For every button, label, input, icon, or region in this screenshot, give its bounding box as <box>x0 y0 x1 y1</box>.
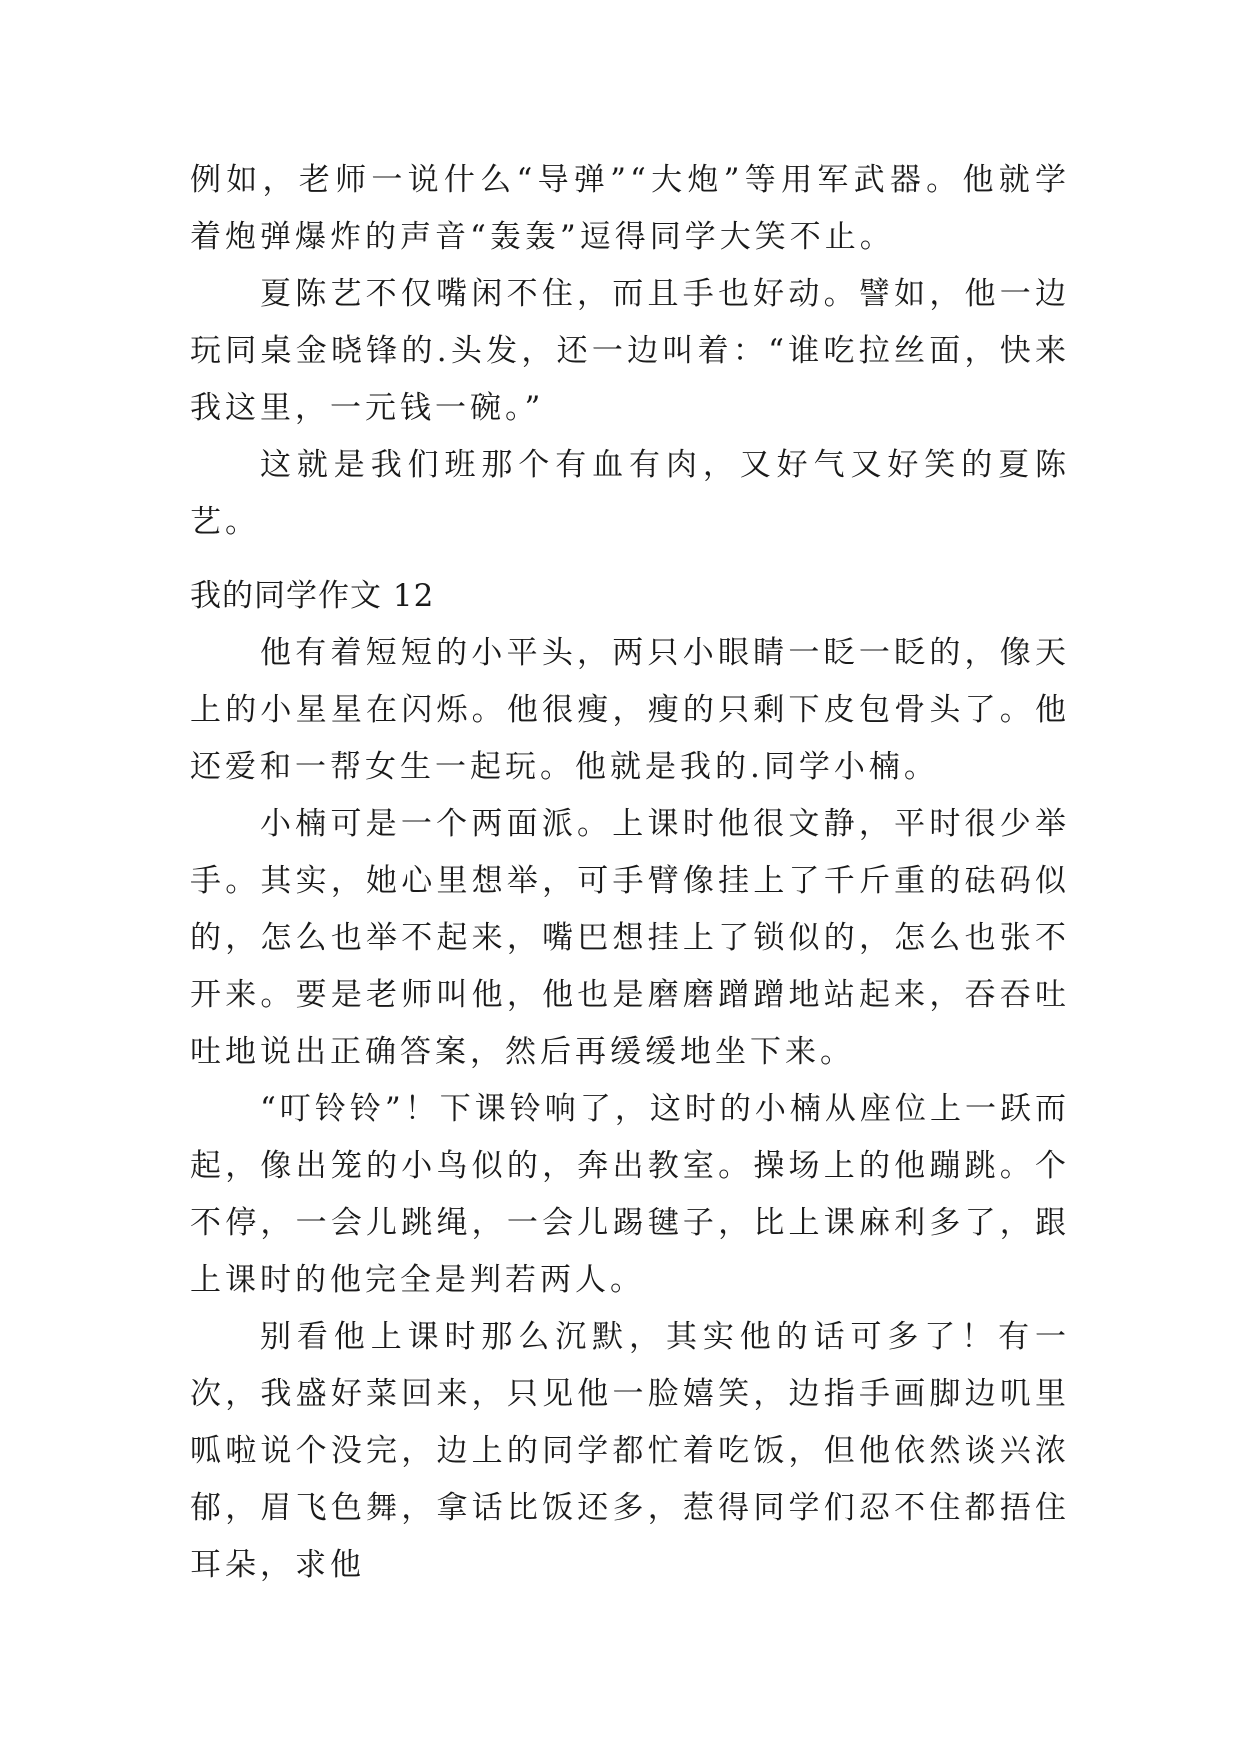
paragraph: 夏陈艺不仅嘴闲不住，而且手也好动。譬如，他一边玩同桌金晓锋的.头发，还一边叫着：“谁吃拉丝面，快来我这里，一元钱一碗。” <box>190 276 1070 426</box>
paragraph: 别看他上课时那么沉默，其实他的话可多了！有一次，我盛好菜回来，只见他一脸嬉笑，边指手画脚边叽里呱啦说个没完，边上的同学都忙着吃饭，但他依然谈兴浓郁，眉飞色舞，拿话比饭还多，惹得同学们忍不住都捂住耳朵，求他 <box>190 1319 1070 1583</box>
paragraph: 这就是我们班那个有血有肉，又好气又好笑的夏陈艺。 <box>190 447 1070 540</box>
paragraph: “叮铃铃”！下课铃响了，这时的小楠从座位上一跃而起，像出笼的小鸟似的，奔出教室。操场上的他蹦跳。个不停，一会儿跳绳，一会儿踢毽子，比上课麻利多了，跟上课时的他完全是判若两人。 <box>190 1091 1070 1298</box>
essay-continuation <box>190 152 1070 551</box>
paragraph: 他有着短短的小平头，两只小眼睛一眨一眨的，像天上的小星星在闪烁。他很瘦，瘦的只剩下皮包骨头了。他还爱和一帮女生一起玩。他就是我的.同学小楠。 <box>190 635 1070 785</box>
essay-12 <box>190 568 1070 1594</box>
paragraph: 例如，老师一说什么“导弹”“大炮”等用军武器。他就学着炮弹爆炸的声音“轰轰”逗得同学大笑不止。 <box>190 162 1070 255</box>
paragraph: 小楠可是一个两面派。上课时他很文静，平时很少举手。其实，她心里想举，可手臂像挂上了千斤重的砝码似的，怎么也举不起来，嘴巴想挂上了锁似的，怎么也张不开来。要是老师叫他，他也是磨磨蹭蹭地站起来，吞吞吐吐地说出正确答案，然后再缓缓地坐下来。 <box>190 806 1070 1070</box>
essay-title: 我的同学作文 12 <box>190 578 435 614</box>
